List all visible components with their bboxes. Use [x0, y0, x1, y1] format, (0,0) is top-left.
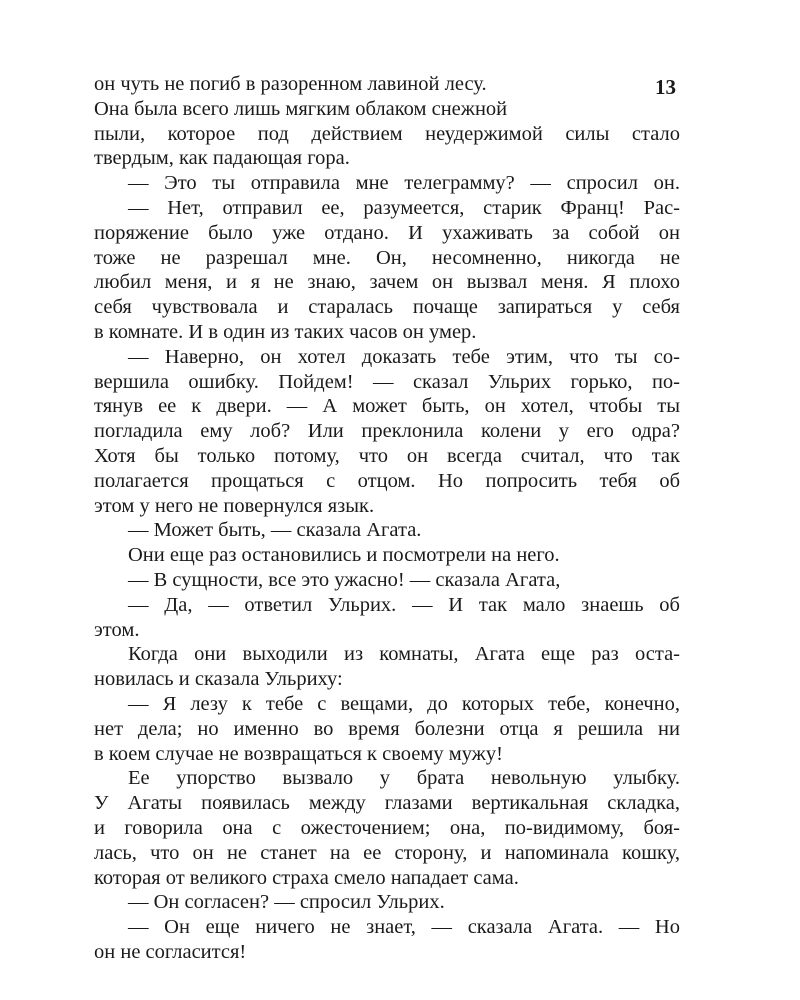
text-line: — Нет, отправил ее, разумеется, старик Франц! Рас- [128, 196, 680, 219]
text-line: Ее упорство вызвало у брата невольную улыбку. [128, 767, 680, 790]
text-line: этом у него не повернулся язык. [94, 494, 375, 517]
text-line: — Это ты отправила мне телеграмму? — спросил он. [128, 172, 680, 195]
text-line: вершила ошибку. Пойдем! — сказал Ульрих горько, по- [94, 370, 680, 393]
text-line: он чуть не погиб в разоренном лавиной лесу. [94, 73, 487, 95]
body-text [94, 72, 680, 965]
text-line: Они еще раз остановились и посмотрели на него. [128, 544, 560, 567]
text-line: в коем случае не возвращаться к своему мужу! [94, 742, 503, 765]
text-line: он не согласится! [94, 940, 247, 963]
text-line: — Да, — ответил Ульрих. — И так мало знаешь об [128, 593, 680, 616]
page-number: 13 [655, 75, 676, 99]
text-line: тоже не разрешал мне. Он, несомненно, никогда не [94, 246, 680, 269]
text-line: и говорила она с ожесточением; она, по-видимому, боя- [94, 816, 680, 839]
text-line: полагается прощаться с отцом. Но попросить тебя об [94, 469, 680, 492]
text-line: Она была всего лишь мягким облаком снежной [94, 97, 508, 120]
text-line: нет дела; но именно во время болезни отца я решила ни [94, 717, 680, 740]
text-line: — Может быть, — сказала Агата. [128, 519, 422, 542]
text-line: новилась и сказала Ульриху: [94, 668, 343, 691]
text-line: Хотя бы только потому, что он всегда считал, что так [94, 444, 680, 467]
text-line: которая от великого страха смело нападает сама. [94, 866, 519, 889]
text-line: погладила ему лоб? Или преклонила колени у его одра? [94, 420, 680, 443]
text-line: в комнате. И в один из таких часов он умер. [94, 320, 477, 343]
text-line: себя чувствовала и старалась почаще запираться у себя [94, 296, 680, 319]
text-line: любил меня, и я не знаю, зачем он вызвал меня. Я плохо [94, 271, 680, 294]
text-line: пыли, которое под действием неудержимой силы стало [94, 122, 680, 145]
text-line: тянув ее к двери. — А может быть, он хотел, чтобы ты [94, 395, 680, 418]
text-line: — Я лезу к тебе с вещами, до которых тебе, конечно, [128, 692, 680, 715]
text-line: Когда они выходили из комнаты, Агата еще раз оста- [128, 643, 680, 666]
text-line: — Наверно, он хотел доказать тебе этим, что ты со- [128, 345, 680, 368]
text-line: этом. [94, 618, 140, 641]
text-line: лась, что он не станет на ее сторону, и напоминала кошку, [94, 841, 680, 864]
text-line: — Он еще ничего не знает, — сказала Агата. — Но [128, 916, 680, 939]
text-line: — Он согласен? — спросил Ульрих. [128, 891, 445, 914]
text-line: твердым, как падающая гора. [94, 147, 350, 170]
text-line: поряжение было уже отдано. И ухаживать за собой он [94, 221, 680, 244]
text-line: У Агаты появилась между глазами вертикальная складка, [94, 792, 680, 815]
text-line: — В сущности, все это ужасно! — сказала Агата, [128, 568, 561, 591]
